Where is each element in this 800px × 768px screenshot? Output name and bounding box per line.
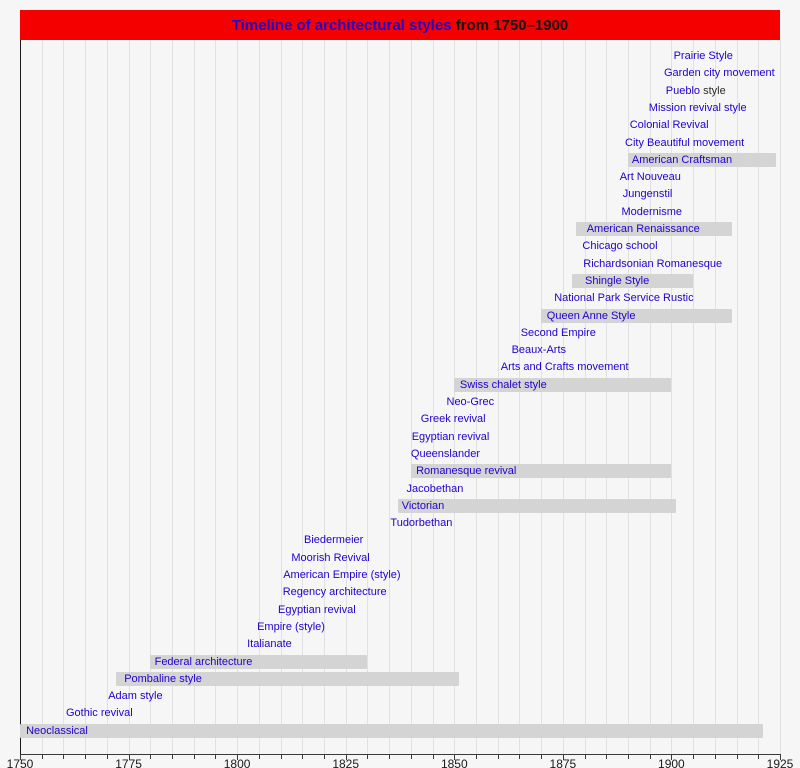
style-label[interactable] [402, 499, 445, 513]
style-label-text[interactable]: Egyptian revival [278, 603, 356, 616]
style-label[interactable] [283, 585, 387, 599]
style-label[interactable] [447, 395, 495, 409]
gridline [237, 40, 238, 754]
chart-title-rest: from 1750–1900 [451, 16, 569, 34]
style-label[interactable] [108, 689, 162, 703]
style-label[interactable] [674, 49, 733, 63]
style-label[interactable] [460, 378, 547, 392]
style-label-text[interactable]: Adam style [108, 690, 163, 703]
gridline [780, 40, 781, 754]
axis-minor-tick [737, 755, 738, 759]
axis-minor-tick [194, 755, 195, 759]
style-label-text[interactable]: Moorish Revival [291, 551, 370, 564]
style-label-text[interactable]: American Renaissance [586, 223, 700, 235]
style-label[interactable] [630, 118, 709, 132]
style-label-text[interactable]: Richardsonian Romanesque [583, 257, 723, 270]
axis-minor-tick [215, 755, 216, 759]
axis-minor-tick [150, 755, 151, 759]
gridline [172, 40, 173, 754]
axis-minor-tick [433, 755, 434, 759]
style-label[interactable] [124, 672, 202, 686]
axis-minor-tick [476, 755, 477, 759]
style-label-text[interactable]: Neoclassical [26, 724, 88, 737]
style-label[interactable] [623, 187, 673, 201]
style-label[interactable] [620, 170, 681, 184]
axis-minor-tick [628, 755, 629, 759]
style-label-text[interactable]: Pueblo [665, 84, 701, 97]
style-label-text[interactable]: Colonial Revival [629, 119, 709, 132]
style-label[interactable] [554, 291, 693, 305]
style-label-text[interactable]: Egyptian revival [411, 430, 490, 443]
style-label[interactable] [421, 412, 486, 426]
style-label-text[interactable]: Modernisme [621, 205, 683, 218]
style-label-text[interactable]: City Beautiful movement [625, 136, 745, 149]
gridline [758, 40, 759, 754]
style-label[interactable] [632, 153, 732, 167]
axis-minor-tick [606, 755, 607, 759]
style-label-text[interactable]: Biedermeier [304, 534, 364, 547]
gridline [433, 40, 434, 754]
style-label[interactable] [583, 257, 722, 271]
style-label-text[interactable]: Empire (style) [257, 620, 325, 633]
style-label-text[interactable]: Pombaline style [124, 672, 202, 685]
style-label-text[interactable]: Garden city movement [664, 67, 775, 80]
gridline [411, 40, 412, 754]
axis-minor-tick [758, 755, 759, 759]
style-label[interactable] [649, 101, 747, 115]
style-label-text[interactable]: Jungenstil [622, 188, 673, 201]
axis-frame-line [20, 40, 21, 754]
style-label[interactable] [66, 706, 133, 720]
axis-minor-tick [63, 755, 64, 759]
style-label-text[interactable]: Mission revival style [648, 101, 747, 114]
x-axis-line [20, 754, 781, 755]
style-label[interactable] [283, 568, 400, 582]
style-label-text[interactable]: Gothic revival [66, 707, 133, 720]
axis-minor-tick [172, 755, 173, 759]
axis-minor-tick [715, 755, 716, 759]
style-label-text[interactable]: Neo-Grec [446, 396, 495, 408]
style-label[interactable] [622, 205, 683, 219]
axis-minor-tick [693, 755, 694, 759]
style-label-text[interactable]: Prairie Style [673, 50, 733, 62]
gridline [563, 40, 564, 754]
style-label[interactable] [247, 637, 292, 651]
style-label-text[interactable]: Victorian [401, 499, 445, 512]
gridline [367, 40, 368, 754]
gridline [346, 40, 347, 754]
axis-tick-label: 1750 [6, 757, 34, 768]
style-label[interactable] [664, 66, 775, 80]
gridline [194, 40, 195, 754]
style-label-text[interactable]: Second Empire [520, 326, 596, 339]
axis-minor-tick [281, 755, 282, 759]
style-label[interactable] [278, 603, 356, 617]
axis-minor-tick [302, 755, 303, 759]
style-label[interactable] [585, 274, 649, 288]
style-label[interactable] [547, 309, 636, 323]
style-label[interactable] [521, 326, 596, 340]
gridline [63, 40, 64, 754]
style-period-bar [20, 724, 763, 738]
style-label-text[interactable]: Art Nouveau [619, 171, 681, 184]
axis-minor-tick [411, 755, 412, 759]
style-label-text[interactable]: Beaux-Arts [511, 344, 567, 357]
gridline [324, 40, 325, 754]
gridline [129, 40, 130, 754]
style-label-suffix: style [700, 84, 726, 97]
axis-tick-label: 1925 [766, 757, 794, 768]
style-label[interactable] [407, 482, 464, 496]
axis-tick-label: 1900 [658, 757, 685, 768]
style-label[interactable] [411, 447, 480, 461]
style-label[interactable] [412, 430, 490, 444]
style-label-text[interactable]: Tudorbethan [390, 517, 453, 530]
style-label-text[interactable]: Swiss chalet style [459, 378, 547, 391]
style-label-text[interactable]: Italianate [247, 638, 292, 651]
axis-tick-label: 1775 [115, 757, 142, 768]
axis-tick-label: 1875 [549, 757, 577, 768]
axis-minor-tick [107, 755, 108, 759]
axis-tick-label: 1800 [223, 757, 251, 768]
style-label-text[interactable]: Shingle Style [585, 274, 650, 287]
style-label[interactable] [501, 360, 629, 374]
style-label-text[interactable]: Queenslander [410, 447, 480, 460]
chart-title-link[interactable]: Timeline of architectural styles [231, 16, 452, 34]
axis-minor-tick [519, 755, 520, 759]
axis-minor-tick [42, 755, 43, 759]
gridline [150, 40, 151, 754]
style-label-text[interactable]: Federal architecture [154, 655, 253, 668]
style-label-text[interactable]: Jacobethan [406, 482, 464, 495]
style-label[interactable] [390, 516, 452, 530]
style-label-text[interactable]: Queen Anne Style [546, 309, 636, 322]
gridline [606, 40, 607, 754]
gridline [519, 40, 520, 754]
gridline [541, 40, 542, 754]
axis-minor-tick [541, 755, 542, 759]
gridline [42, 40, 43, 754]
axis-minor-tick [259, 755, 260, 759]
gridline [302, 40, 303, 754]
axis-minor-tick [367, 755, 368, 759]
gridline [498, 40, 499, 754]
style-label[interactable] [625, 136, 744, 150]
axis-minor-tick [85, 755, 86, 759]
style-label[interactable] [587, 222, 700, 236]
gridline [107, 40, 108, 754]
style-label[interactable] [304, 533, 363, 547]
gridline [585, 40, 586, 754]
chart-title-banner [20, 10, 780, 40]
axis-minor-tick [389, 755, 390, 759]
style-label[interactable] [416, 464, 516, 478]
style-label-text[interactable]: National Park Service Rustic [554, 292, 694, 305]
axis-minor-tick [585, 755, 586, 759]
axis-minor-tick [650, 755, 651, 759]
style-label[interactable] [582, 239, 657, 253]
style-label[interactable] [512, 343, 566, 357]
style-label-text[interactable]: American Craftsman [631, 153, 733, 166]
style-label-text[interactable]: Chicago school [582, 240, 658, 253]
style-label[interactable] [26, 724, 88, 738]
axis-tick-label: 1850 [440, 757, 468, 768]
style-label[interactable] [155, 655, 253, 669]
style-label-text[interactable]: Romanesque revival [416, 465, 517, 478]
axis-minor-tick [324, 755, 325, 759]
style-label[interactable] [666, 84, 726, 98]
axis-minor-tick [498, 755, 499, 759]
style-label-text[interactable]: Greek revival [420, 413, 486, 426]
style-label[interactable] [257, 620, 325, 634]
gridline [389, 40, 390, 754]
gridline [85, 40, 86, 754]
style-label-text[interactable]: Arts and Crafts movement [500, 361, 629, 374]
axis-tick-label: 1825 [332, 757, 360, 768]
style-label[interactable] [291, 551, 369, 565]
gridline [215, 40, 216, 754]
style-label-text[interactable]: Regency architecture [282, 586, 387, 599]
style-label-text[interactable]: American Empire (style) [283, 569, 401, 581]
